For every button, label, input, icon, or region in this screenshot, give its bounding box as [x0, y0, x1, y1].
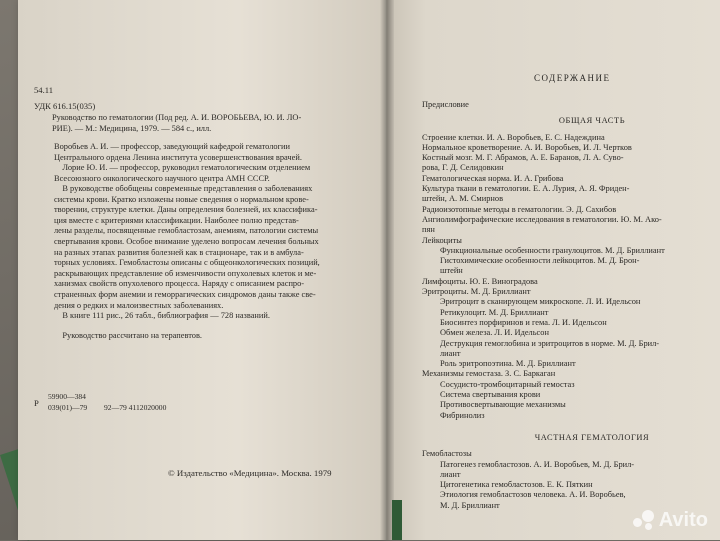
spine-edge	[392, 500, 402, 540]
toc-entry: Культура ткани в гематологии. Е. А. Лурия, А. Я. Фриден-	[422, 184, 630, 194]
toc-entry: Радиоизотопные методы в гематологии. Э. Д. Сахибов	[422, 204, 617, 214]
toc-entry: штейн, А. М. Смирнов	[422, 194, 504, 204]
watermark-text: Avito	[658, 509, 708, 531]
toc-entry: Нормальное кроветворение. А. И. Воробьев, И. Л. Чертков	[422, 142, 632, 152]
toc-entry: Ангиолимфографические исследования в гематологии. Ю. М. Ако-	[422, 214, 662, 224]
toc-entry: штейн	[440, 266, 463, 276]
toc-entry: рова, Г. Д. Селидовкин	[422, 163, 504, 173]
toc-entry: Биосинтез порфиринов и гема. Л. И. Идельсон	[440, 317, 607, 327]
toc-entry: Эритроцит в сканирующем микроскопе. Л. И. Идельсон	[440, 297, 641, 307]
table-of-contents	[422, 100, 720, 511]
toc-entry: Костный мозг. М. Г. Абрамов, А. Е. Баранов, Л. А. Суво-	[422, 153, 624, 163]
bibliographic-entry: Руководство по гематологии (Под ред. А. И. ВОРОБЬЕВА, Ю. И. ЛО- РИЕ). — М.: Медицина, 1979. — 584 с., илл.	[52, 113, 302, 133]
toc-entry: Лейкоциты	[422, 235, 462, 245]
udk-code: УДК 616.15(035)	[34, 101, 96, 111]
toc-entry: Обмен железа. Л. И. Идельсон	[440, 328, 549, 338]
bbk-code: 54.11	[34, 85, 54, 95]
code-p: Р	[34, 398, 39, 408]
toc-entry: М. Д. Бриллиант	[440, 500, 500, 510]
toc-entry: Эритроциты. М. Д. Бриллиант	[422, 287, 531, 297]
toc-entry: Функциональные особенности гранулоцитов. М. Д. Бриллиант	[440, 245, 665, 255]
code-line-2: 039(01)—79	[48, 403, 88, 412]
toc-entry: лиант	[440, 469, 461, 479]
code-line-3: 92—79 4112020000	[104, 403, 167, 412]
copyright: © Издательство «Медицина». Москва. 1979	[168, 468, 332, 478]
authors-info: Воробьев А. И. — профессор, заведующий кафедрой гематологии Центрального ордена Ленина института усовершенствования врачей. Лорие Ю. И. — профессор, руководил гематологическим отделением Всесоюзного онкологического научного центра АМН СССР.	[54, 142, 311, 183]
toc-entry: пян	[422, 225, 435, 235]
toc-entry: Ретикулоцит. М. Д. Бриллиант	[440, 307, 549, 317]
toc-entry: Цитогенетика гемобластозов. Е. К. Пяткин	[440, 480, 593, 490]
abstract: В руководстве обобщены современные представления о заболеваниях системы крови. Кратко изложены новые сведения о нормальном крове- творении, структуре клетки. Даны определения болезней, их классифика- ция вместе с критериями классификации. Наиболее полно представ- лены разделы, посвященные гемобластозам, анемиям, патологии системы свертывания крови. Особое внимание уделено вопросам лечения больных на разных этапах развития болезней как в стационаре, так и в амбула- торных условиях. Гемобластозы описаны с общеонкологических позиций, раскрывающих представление об изменчивости опухолевых клеток и ме- ханизмах свойств опухолевого процесса. Наряду с описанием распро- страненных форм анемии и геморрагических синдромов даны также све- дения о редких и малоизвестных заболеваниях. В книге 111 рис., 26 табл., библиография — 728 названий.	[54, 184, 320, 321]
toc-entry: Сосудисто-тромбоцитарный гемостаз	[440, 379, 575, 389]
toc-entry: Гемобластозы	[422, 449, 472, 459]
left-page	[18, 0, 386, 540]
code-line-1: 59900—384	[48, 392, 86, 401]
toc-entry: Механизмы гемостаза. З. С. Баркаган	[422, 369, 556, 379]
avito-watermark	[633, 509, 708, 532]
toc-entry: Фибринолиз	[440, 410, 485, 420]
toc-entry: Роль эритропоэтина. М. Д. Бриллиант	[440, 359, 576, 369]
toc-entry: Гематологическая норма. И. А. Грибова	[422, 173, 564, 183]
toc-entry: Этиология гемобластозов человека. А. И. Воробьев,	[440, 490, 626, 500]
book-gutter	[380, 0, 394, 540]
toc-entry: Строение клетки. И. А. Воробьев, Е. С. Надеждина	[422, 132, 605, 142]
toc-entry: Противосвертывающие механизмы	[440, 400, 566, 410]
audience: Руководство рассчитано на терапевтов.	[54, 331, 203, 340]
toc-entry: Деструкция гемоглобина и эритроцитов в норме. М. Д. Брил-	[440, 338, 660, 348]
toc-section-heading: ЧАСТНАЯ ГЕМАТОЛОГИЯ	[534, 432, 650, 442]
toc-entry: лиант	[440, 348, 461, 358]
contents-title: СОДЕРЖАНИЕ	[534, 73, 611, 83]
toc-entry: Лимфоциты. Ю. Е. Виноградова	[422, 276, 538, 286]
toc-section-heading: ОБЩАЯ ЧАСТЬ	[558, 116, 626, 126]
avito-logo-icon	[633, 510, 655, 532]
toc-entry: Система свертывания крови	[440, 390, 541, 400]
toc-entry: Предисловие	[422, 100, 469, 109]
toc-entry: Гистохимические особенности лейкоцитов. М. Д. Брон-	[440, 256, 640, 266]
toc-entry: Патогенез гемобластозов. А. И. Воробьев, М. Д. Брил-	[440, 459, 635, 469]
